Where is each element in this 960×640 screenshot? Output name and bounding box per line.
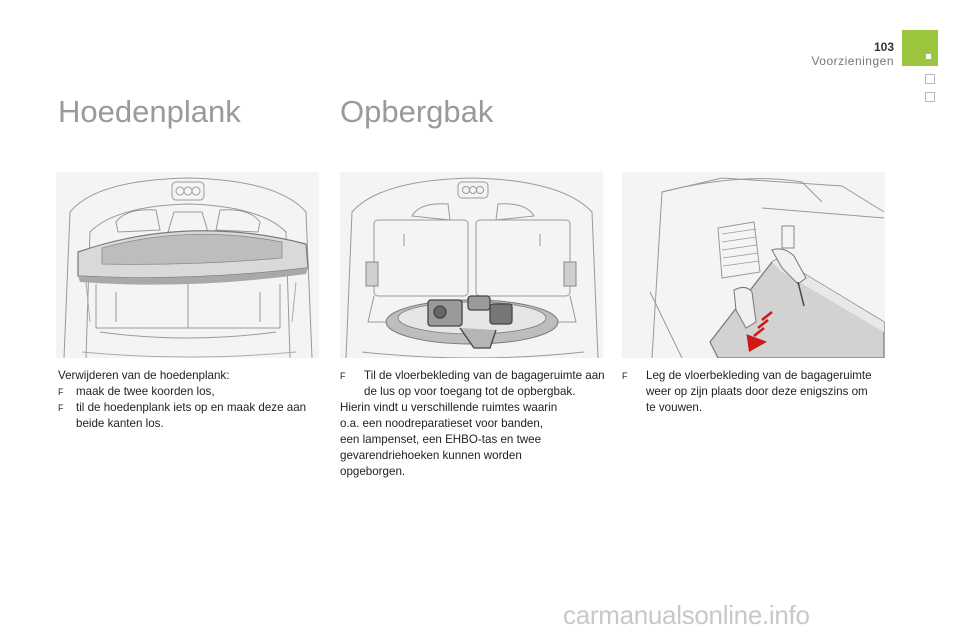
paragraph-line: opgeborgen. [340, 465, 406, 478]
list-item [58, 400, 308, 432]
floor-covering-illustration [622, 172, 885, 358]
storage-compartment-illustration [340, 172, 603, 358]
paragraph-line: een lampenset, een EHBO-tas en twee [340, 433, 542, 446]
chapter-tab-box [925, 92, 935, 102]
paragraph-line: o.a. een noodreparatieset voor banden, [340, 417, 544, 430]
paragraph-line: Hierin vindt u verschillende ruimtes waarin [340, 401, 558, 414]
bullet-text: til de hoedenplank iets op en maak deze aan beide kanten los. [76, 401, 307, 430]
chapter-tab [902, 30, 938, 66]
page-number: 103 [873, 40, 894, 54]
list-item [58, 384, 308, 400]
chapter-tab-marker [926, 54, 931, 59]
hoedenplank-text [58, 368, 308, 432]
bullet-text: maak de twee koorden los, [76, 385, 215, 398]
watermark: carmanualsonline.info [563, 600, 810, 630]
title-opbergbak: Opbergbak [340, 94, 494, 129]
bullet-icon: F [58, 387, 64, 397]
list-item [340, 368, 605, 400]
opbergbak-text [340, 368, 605, 480]
chapter-tab-box [925, 74, 935, 84]
title-hoedenplank: Hoedenplank [58, 94, 241, 129]
hoedenplank-intro: Verwijderen van de hoedenplank: [58, 369, 230, 382]
bullet-icon: F [340, 371, 346, 381]
bullet-text: Til de vloerbekleding van de bagageruimte aan de lus op voor toegang tot de opbergbak. [364, 369, 605, 398]
list-item [622, 368, 872, 416]
parcel-shelf-illustration [56, 172, 319, 358]
bullet-text: Leg de vloerbekleding van de bagageruimte weer op zijn plaats door deze enigszins om te vouwen. [646, 369, 872, 414]
section-label: Voorzieningen [811, 54, 894, 68]
bullet-icon: F [622, 371, 628, 381]
bullet-icon: F [58, 403, 64, 413]
paragraph-line: gevarendriehoeken kunnen worden [340, 449, 522, 462]
vloerbekleding-text [622, 368, 872, 416]
